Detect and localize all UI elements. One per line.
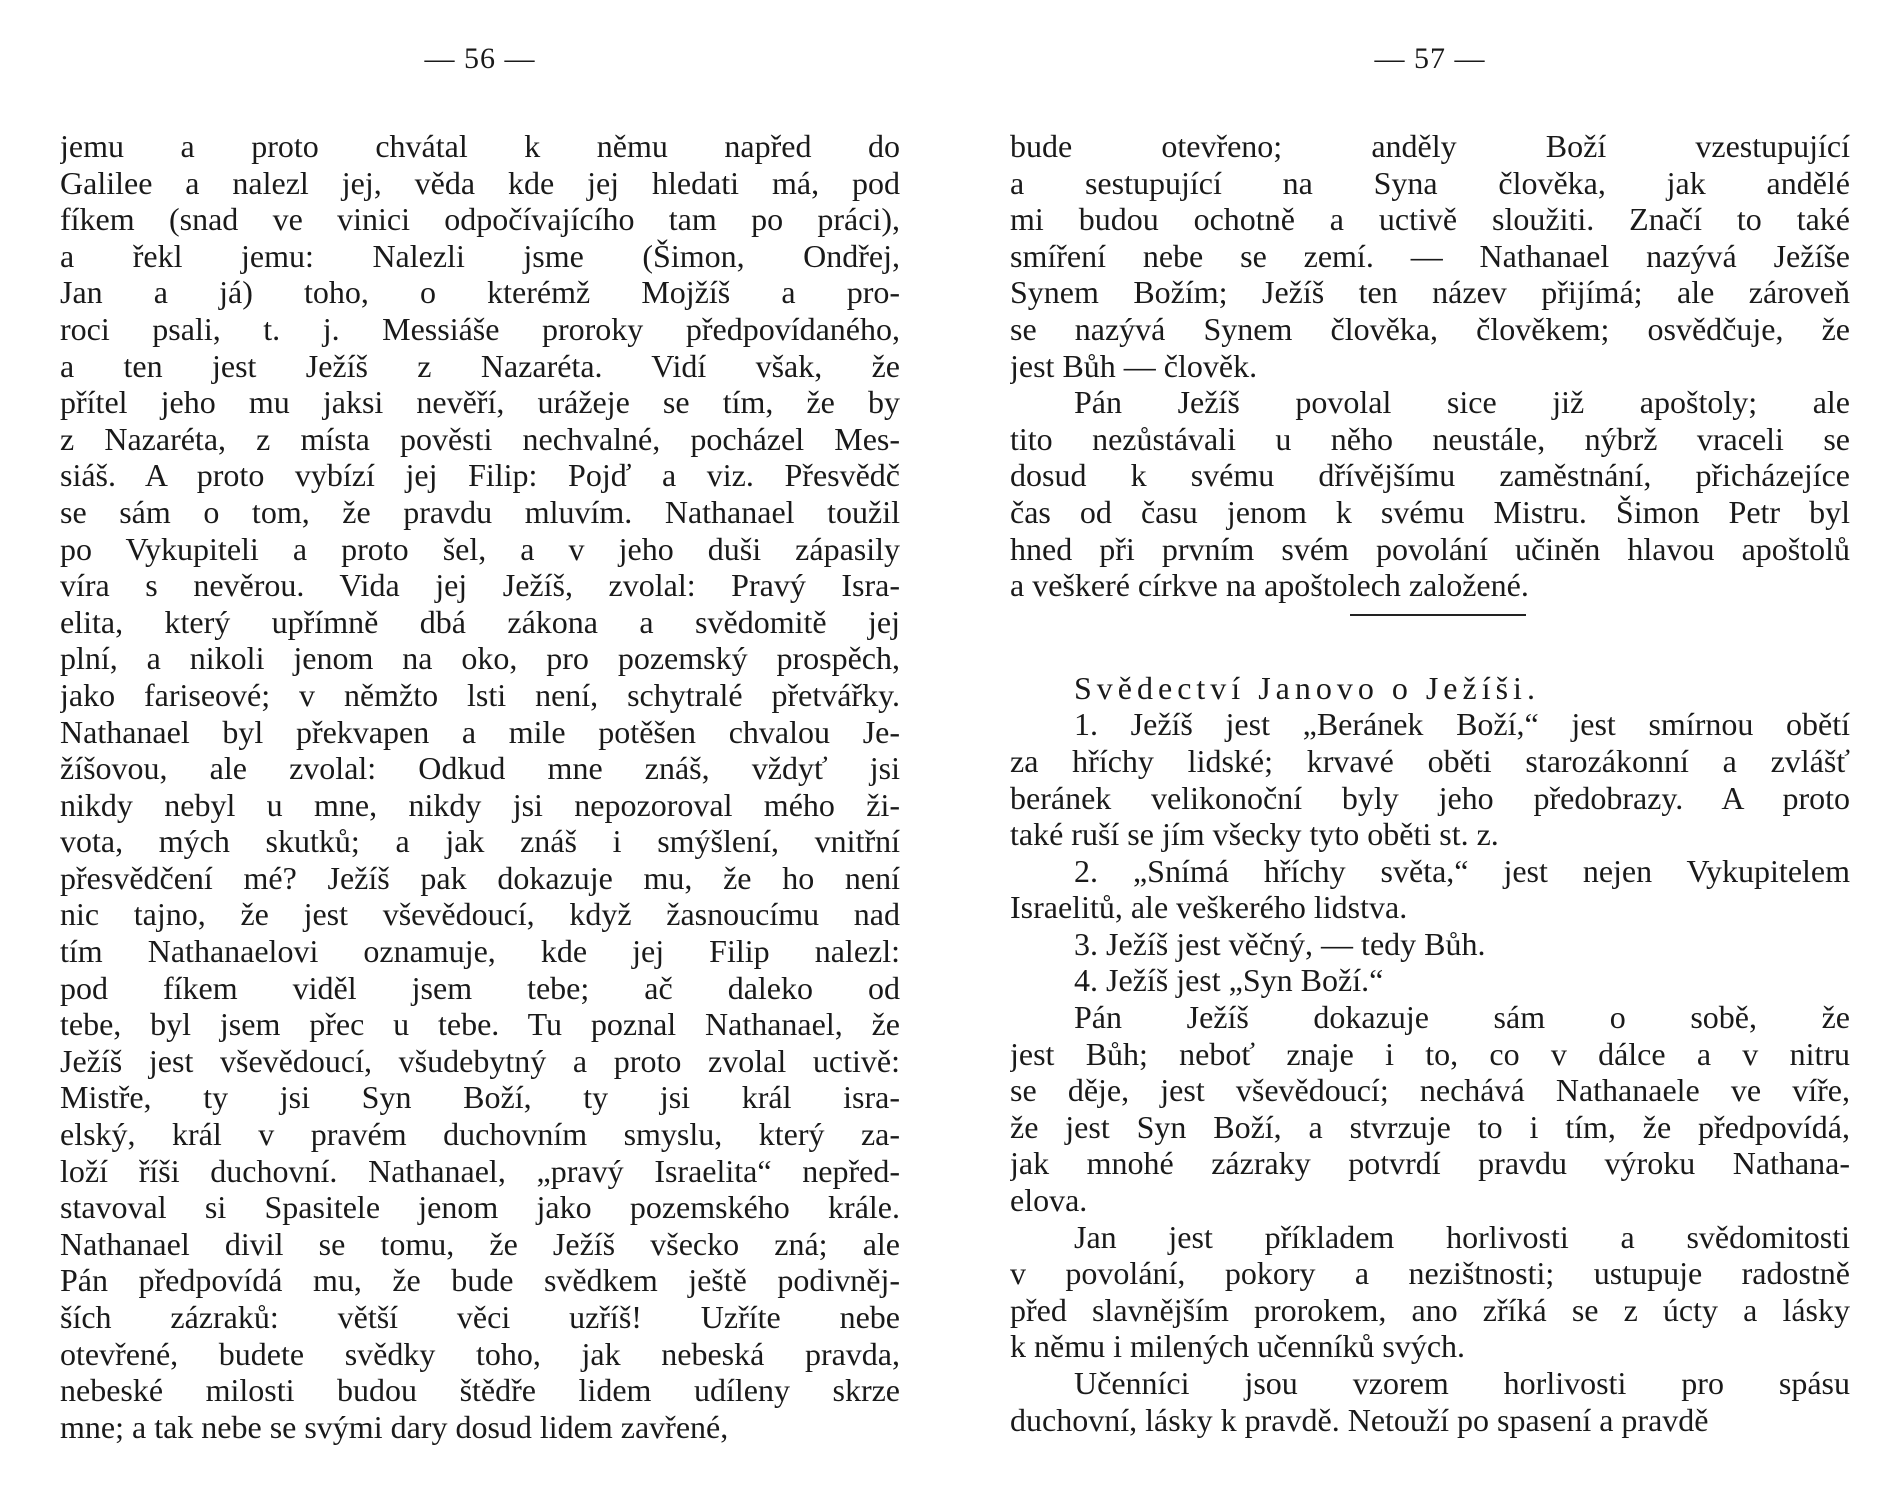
text-line: Ježíš jest vševědoucí, všudebytný a proto zvolal uctivě: <box>60 1042 900 1079</box>
text-line: siáš. A proto vybízí jej Filip: Pojď a viz. Přesvědč <box>60 457 900 494</box>
text-line: víra s nevěrou. Vida jej Ježíš, zvolal: Pravý Isra- <box>60 567 900 604</box>
text-line: elský, král v pravém duchovním smyslu, který za- <box>60 1116 900 1153</box>
text-line: a řekl jemu: Nalezli jsme (Šimon, Ondřej, <box>60 237 900 274</box>
text-line: po Vykupiteli a proto šel, a v jeho duši zápasily <box>60 530 900 567</box>
section-heading: Svědectví Janovo o Ježíši. <box>1074 669 1540 706</box>
text-line: a veškeré církve na apoštolech založené. <box>1010 567 1529 604</box>
text-line: za hříchy lidské; krvavé oběti starozákonní a zvlášť <box>1010 742 1850 779</box>
text-line: nikdy nebyl u mne, nikdy jsi nepozoroval mého ži- <box>60 786 900 823</box>
text-line: 2. „Snímá hříchy světa,“ jest nejen Vykupitelem <box>1074 852 1850 889</box>
text-line: Galilee a nalezl jej, věda kde jej hledati má, pod <box>60 164 900 201</box>
text-line: a sestupující na Syna člověka, jak andělé <box>1010 164 1850 201</box>
text-line: Pán Ježíš dokazuje sám o sobě, že <box>1074 999 1850 1036</box>
text-line: Pán předpovídá mu, že bude svědkem ještě podivněj- <box>60 1262 900 1299</box>
text-line: Mistře, ty jsi Syn Boží, ty jsi král isra- <box>60 1079 900 1116</box>
text-line: dosud k svému dřívějšímu zaměstnání, přicházejíce <box>1010 457 1850 494</box>
text-line: vota, mých skutků; a jak znáš i smýšlení, vnitřní <box>60 823 900 860</box>
text-line: jak mnohé zázraky potvrdí pravdu výroku Nathana- <box>1010 1145 1850 1182</box>
text-line: smíření nebe se zemí. — Nathanael nazývá Ježíše <box>1010 237 1850 274</box>
section-divider <box>1350 614 1526 616</box>
text-line: v povolání, pokory a nezištnosti; ustupuje radostně <box>1010 1255 1850 1292</box>
text-line: Jan a já) toho, o kterémž Mojžíš a pro- <box>60 274 900 311</box>
text-line: jemu a proto chvátal k němu napřed do <box>60 128 900 164</box>
text-line: Nathanael divil se tomu, že Ježíš všecko zná; ale <box>60 1225 900 1262</box>
text-line: jest Bůh; neboť znaje i to, co v dálce a v nitru <box>1010 1035 1850 1072</box>
text-line: Jan jest příkladem horlivosti a svědomitosti <box>1074 1218 1850 1255</box>
text-line: žíšovou, ale zvolal: Odkud mne znáš, vždyť jsi <box>60 750 900 787</box>
left-page <box>60 0 900 1500</box>
text-line: se děje, jest vševědoucí; nechává Nathanaele ve víře, <box>1010 1072 1850 1109</box>
text-line: nic tajno, že jest vševědoucí, když žasnoucímu nad <box>60 896 900 933</box>
text-line: stavoval si Spasitele jenom jako pozemského krále. <box>60 1189 900 1226</box>
text-line: duchovní, lásky k pravdě. Netouží po spasení a pravdě <box>1010 1401 1709 1438</box>
text-line: mne; a tak nebe se svými dary dosud lidem zavřené, <box>60 1408 729 1445</box>
page-number-right: — 57 — <box>1374 42 1486 75</box>
text-line: se sám o tom, že pravdu mluvím. Nathanael toužil <box>60 493 900 530</box>
text-line: otevřené, budete svědky toho, jak nebeská pravda, <box>60 1335 900 1372</box>
text-line: přesvědčení mé? Ježíš pak dokazuje mu, že ho není <box>60 859 900 896</box>
page-number-left: — 56 — <box>424 42 536 75</box>
text-line: se nazývá Synem člověka, člověkem; osvědčuje, že <box>1010 310 1850 347</box>
text-line: beránek velikonoční byly jeho předobrazy. A proto <box>1010 779 1850 816</box>
right-page <box>1010 0 1850 1500</box>
text-line: Nathanael byl překvapen a mile potěšen chvalou Je- <box>60 713 900 750</box>
text-line: fíkem (snad ve vinici odpočívajícího tam po práci), <box>60 201 900 238</box>
text-line: tebe, byl jsem přec u tebe. Tu poznal Nathanael, že <box>60 1006 900 1043</box>
text-line: 3. Ježíš jest věčný, — tedy Bůh. <box>1074 925 1486 962</box>
text-line: 1. Ježíš jest „Beránek Boží,“ jest smírnou obětí <box>1074 706 1850 743</box>
text-line: Israelitů, ale veškerého lidstva. <box>1010 889 1408 926</box>
text-line: roci psali, t. j. Messiáše proroky předpovídaného, <box>60 310 900 347</box>
text-line: pod fíkem viděl jsem tebe; ač daleko od <box>60 969 900 1006</box>
text-line: elova. <box>1010 1182 1088 1219</box>
text-line: také ruší se jím všecky tyto oběti st. z. <box>1010 816 1499 853</box>
left-page-text <box>60 128 900 1445</box>
text-line: tito nezůstávali u něho neustále, nýbrž vraceli se <box>1010 420 1850 457</box>
right-page-text <box>1010 128 1850 1438</box>
text-line: Synem Božím; Ježíš ten název přijímá; ale zároveň <box>1010 274 1850 311</box>
text-line: hned při prvním svém povolání učiněn hlavou apoštolů <box>1010 530 1850 567</box>
text-line: a ten jest Ježíš z Nazaréta. Vidí však, že <box>60 347 900 384</box>
text-line: čas od času jenom k svému Mistru. Šimon Petr byl <box>1010 493 1850 530</box>
text-line: jest Bůh — člověk. <box>1010 347 1258 384</box>
text-line: ších zázraků: větší věci uzříš! Uzříte nebe <box>60 1299 900 1335</box>
text-line: z Nazaréta, z místa pověsti nechvalné, pocházel Mes- <box>60 420 900 457</box>
text-line: mi budou ochotně a uctivě sloužiti. Značí to také <box>1010 201 1850 238</box>
text-line: 4. Ježíš jest „Syn Boží.“ <box>1074 962 1384 999</box>
text-line: k němu i milených učenníků svých. <box>1010 1328 1466 1365</box>
text-line: tím Nathanaelovi oznamuje, kde jej Filip nalezl: <box>60 933 900 970</box>
text-line: že jest Syn Boží, a stvrzuje to i tím, že předpovídá, <box>1010 1108 1850 1145</box>
text-line: Učenníci jsou vzorem horlivosti pro spásu <box>1074 1365 1850 1401</box>
text-line: loží říši duchovní. Nathanael, „pravý Israelita“ nepřed- <box>60 1152 900 1189</box>
text-line: bude otevřeno; anděly Boží vzestupující <box>1010 128 1850 164</box>
text-line: jako fariseové; v němžto lsti není, schytralé přetvářky. <box>60 676 900 713</box>
text-line: přítel jeho mu jaksi nevěří, urážeje se tím, že by <box>60 384 900 421</box>
text-line: Pán Ježíš povolal sice již apoštoly; ale <box>1074 384 1850 421</box>
text-line: nebeské milosti budou štědře lidem udíleny skrze <box>60 1372 900 1409</box>
text-line: plní, a nikoli jenom na oko, pro pozemský prospěch, <box>60 640 900 677</box>
text-line: před slavnějším prorokem, ano zříká se z úcty a lásky <box>1010 1291 1850 1328</box>
text-line: elita, který upřímně dbá zákona a svědomitě jej <box>60 603 900 640</box>
section-break <box>1010 604 1850 670</box>
